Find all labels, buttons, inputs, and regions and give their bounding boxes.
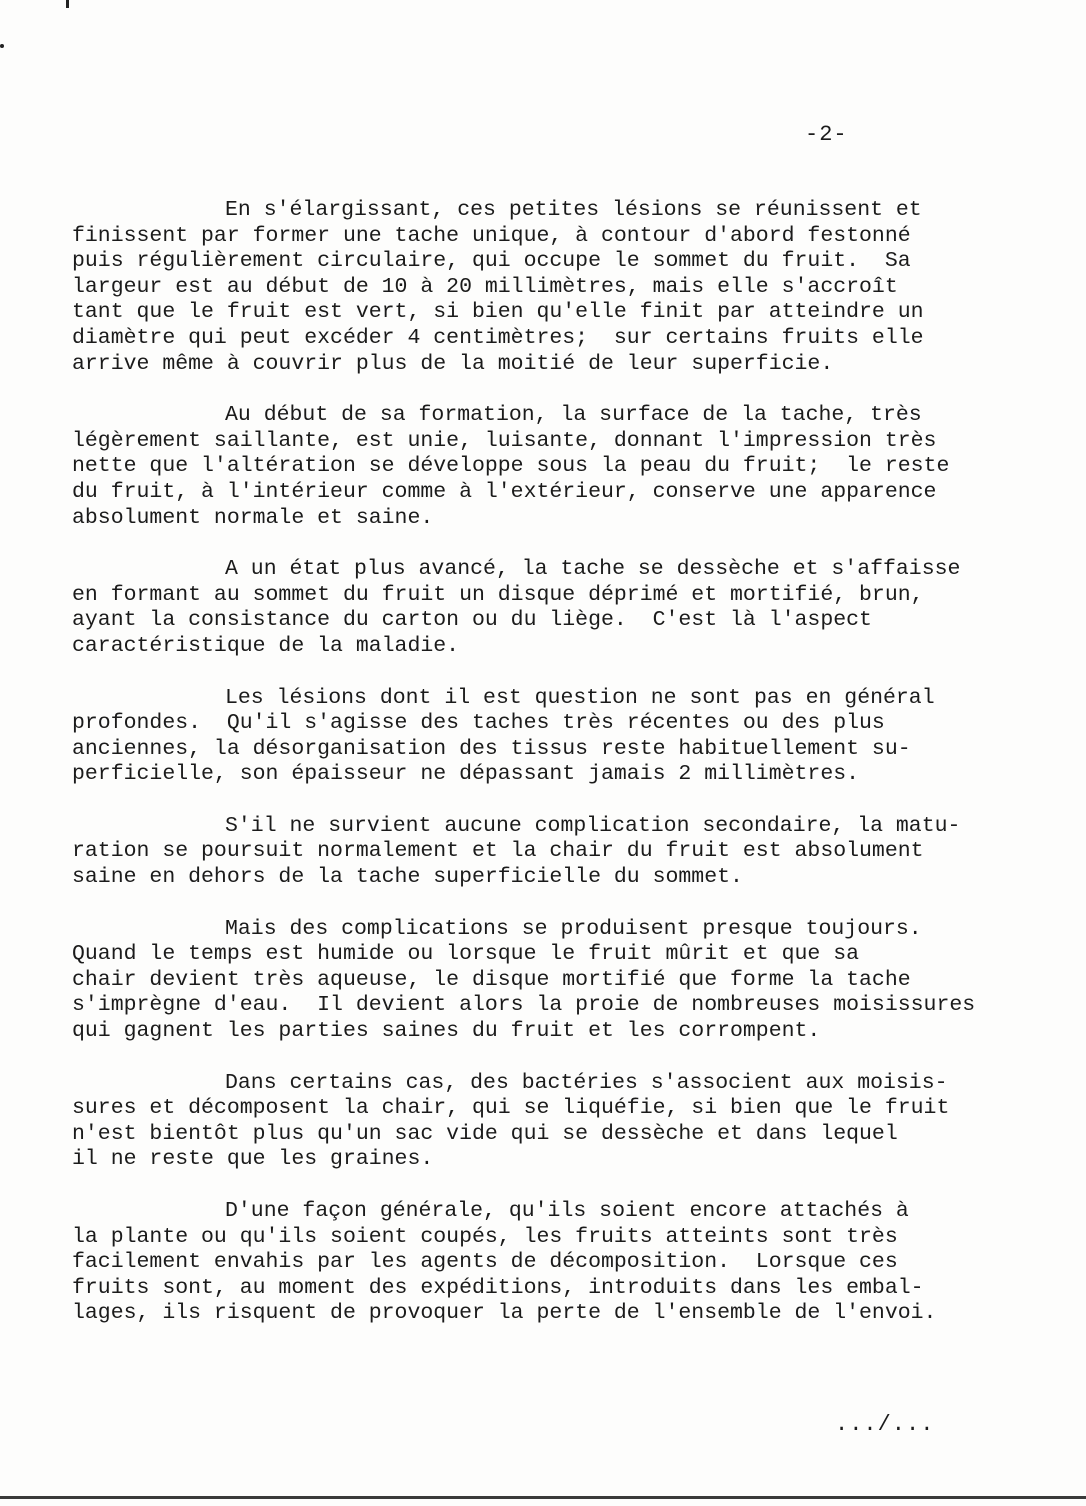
paragraph-line: Quand le temps est humide ou lorsque le fruit mûrit et que sa (72, 942, 860, 967)
paragraph-first-line: D'une façon générale, qu'ils soient encore attachés à (225, 1199, 909, 1223)
paragraph-line: puis régulièrement circulaire, qui occupe le sommet du fruit. Sa (72, 249, 911, 274)
page-number: -2- (805, 122, 848, 147)
paragraph-line: nette que l'altération se développe sous la peau du fruit; le reste (72, 454, 950, 479)
paragraph-first-line: Dans certains cas, des bactéries s'associent aux moisis- (225, 1070, 948, 1095)
paragraph-line: facilement envahis par les agents de décomposition. Lorsque ces (72, 1250, 898, 1275)
paragraph-line: perficielle, son épaisseur ne dépassant jamais 2 millimètres. (72, 762, 860, 787)
paragraph-line: finissent par former une tache unique, à contour d'abord festonné (72, 223, 911, 248)
scan-speck (66, 0, 69, 8)
paragraph-first-line: Les lésions dont il est question ne sont pas en général (225, 685, 935, 710)
paragraph-first-line: A un état plus avancé, la tache se dessèche et s'affaisse (225, 557, 961, 582)
paragraph-first-line: En s'élargissant, ces petites lésions se réunissent et (225, 198, 922, 222)
paragraph-line: profondes. Qu'il s'agisse des taches très récentes ou des plus (72, 711, 885, 736)
paragraph-line: absolument normale et saine. (72, 505, 434, 530)
paragraph-line: il ne reste que les graines. (72, 1147, 434, 1172)
paragraph-line: qui gagnent les parties saines du fruit et les corrompent. (72, 1019, 821, 1044)
paragraph-line: diamètre qui peut excéder 4 centimètres; sur certains fruits elle (72, 325, 924, 350)
paragraph-line: arrive même à couvrir plus de la moitié de leur superficie. (72, 351, 834, 376)
paragraph (72, 403, 1072, 531)
paragraph (72, 686, 1072, 788)
paragraph (72, 1071, 1072, 1173)
paragraph-first-line: S'il ne survient aucune complication secondaire, la matu- (225, 813, 961, 838)
paragraph-line: la plante ou qu'ils soient coupés, les fruits atteints sont très (72, 1224, 898, 1249)
paragraph-line: du fruit, à l'intérieur comme à l'extérieur, conserve une apparence (72, 479, 937, 504)
body-text (72, 198, 1072, 1353)
paragraph (72, 198, 1072, 377)
paragraph (72, 1199, 1072, 1327)
paragraph (72, 557, 1072, 659)
paragraph-line: légèrement saillante, est unie, luisante, donnant l'impression très (72, 428, 937, 453)
continuation-mark: .../... (835, 1412, 935, 1437)
paragraph-line: largeur est au début de 10 à 20 millimètres, mais elle s'accroît (72, 274, 898, 299)
paragraph-line: s'imprègne d'eau. Il devient alors la proie de nombreuses moisissures (72, 993, 976, 1018)
paragraph (72, 917, 1072, 1045)
page-edge-line (0, 1496, 1086, 1499)
paragraph-first-line: Au début de sa formation, la surface de la tache, très (225, 403, 922, 428)
paragraph-line: saine en dehors de la tache superficielle du sommet. (72, 865, 743, 890)
paragraph-line: sures et décomposent la chair, qui se liquéfie, si bien que le fruit (72, 1096, 950, 1121)
paragraph (72, 814, 1072, 891)
paragraph-first-line: Mais des complications se produisent presque toujours. (225, 916, 922, 941)
paragraph-line: fruits sont, au moment des expéditions, introduits dans les embal- (72, 1275, 924, 1300)
paragraph-line: ayant la consistance du carton ou du liège. C'est là l'aspect (72, 608, 872, 633)
paragraph-line: lages, ils risquent de provoquer la perte de l'ensemble de l'envoi. (72, 1301, 937, 1326)
paragraph-line: en formant au sommet du fruit un disque déprimé et mortifié, brun, (72, 582, 924, 607)
paragraph-line: anciennes, la désorganisation des tissus reste habituellement su- (72, 736, 911, 761)
paragraph-line: chair devient très aqueuse, le disque mortifié que forme la tache (72, 967, 911, 992)
paragraph-line: caractéristique de la maladie. (72, 633, 460, 658)
scan-dot (0, 44, 4, 48)
paragraph-line: ration se poursuit normalement et la chair du fruit est absolument (72, 839, 924, 864)
paragraph-line: n'est bientôt plus qu'un sac vide qui se dessèche et dans lequel (72, 1121, 898, 1146)
paragraph-line: tant que le fruit est vert, si bien qu'elle finit par atteindre un (72, 300, 924, 325)
